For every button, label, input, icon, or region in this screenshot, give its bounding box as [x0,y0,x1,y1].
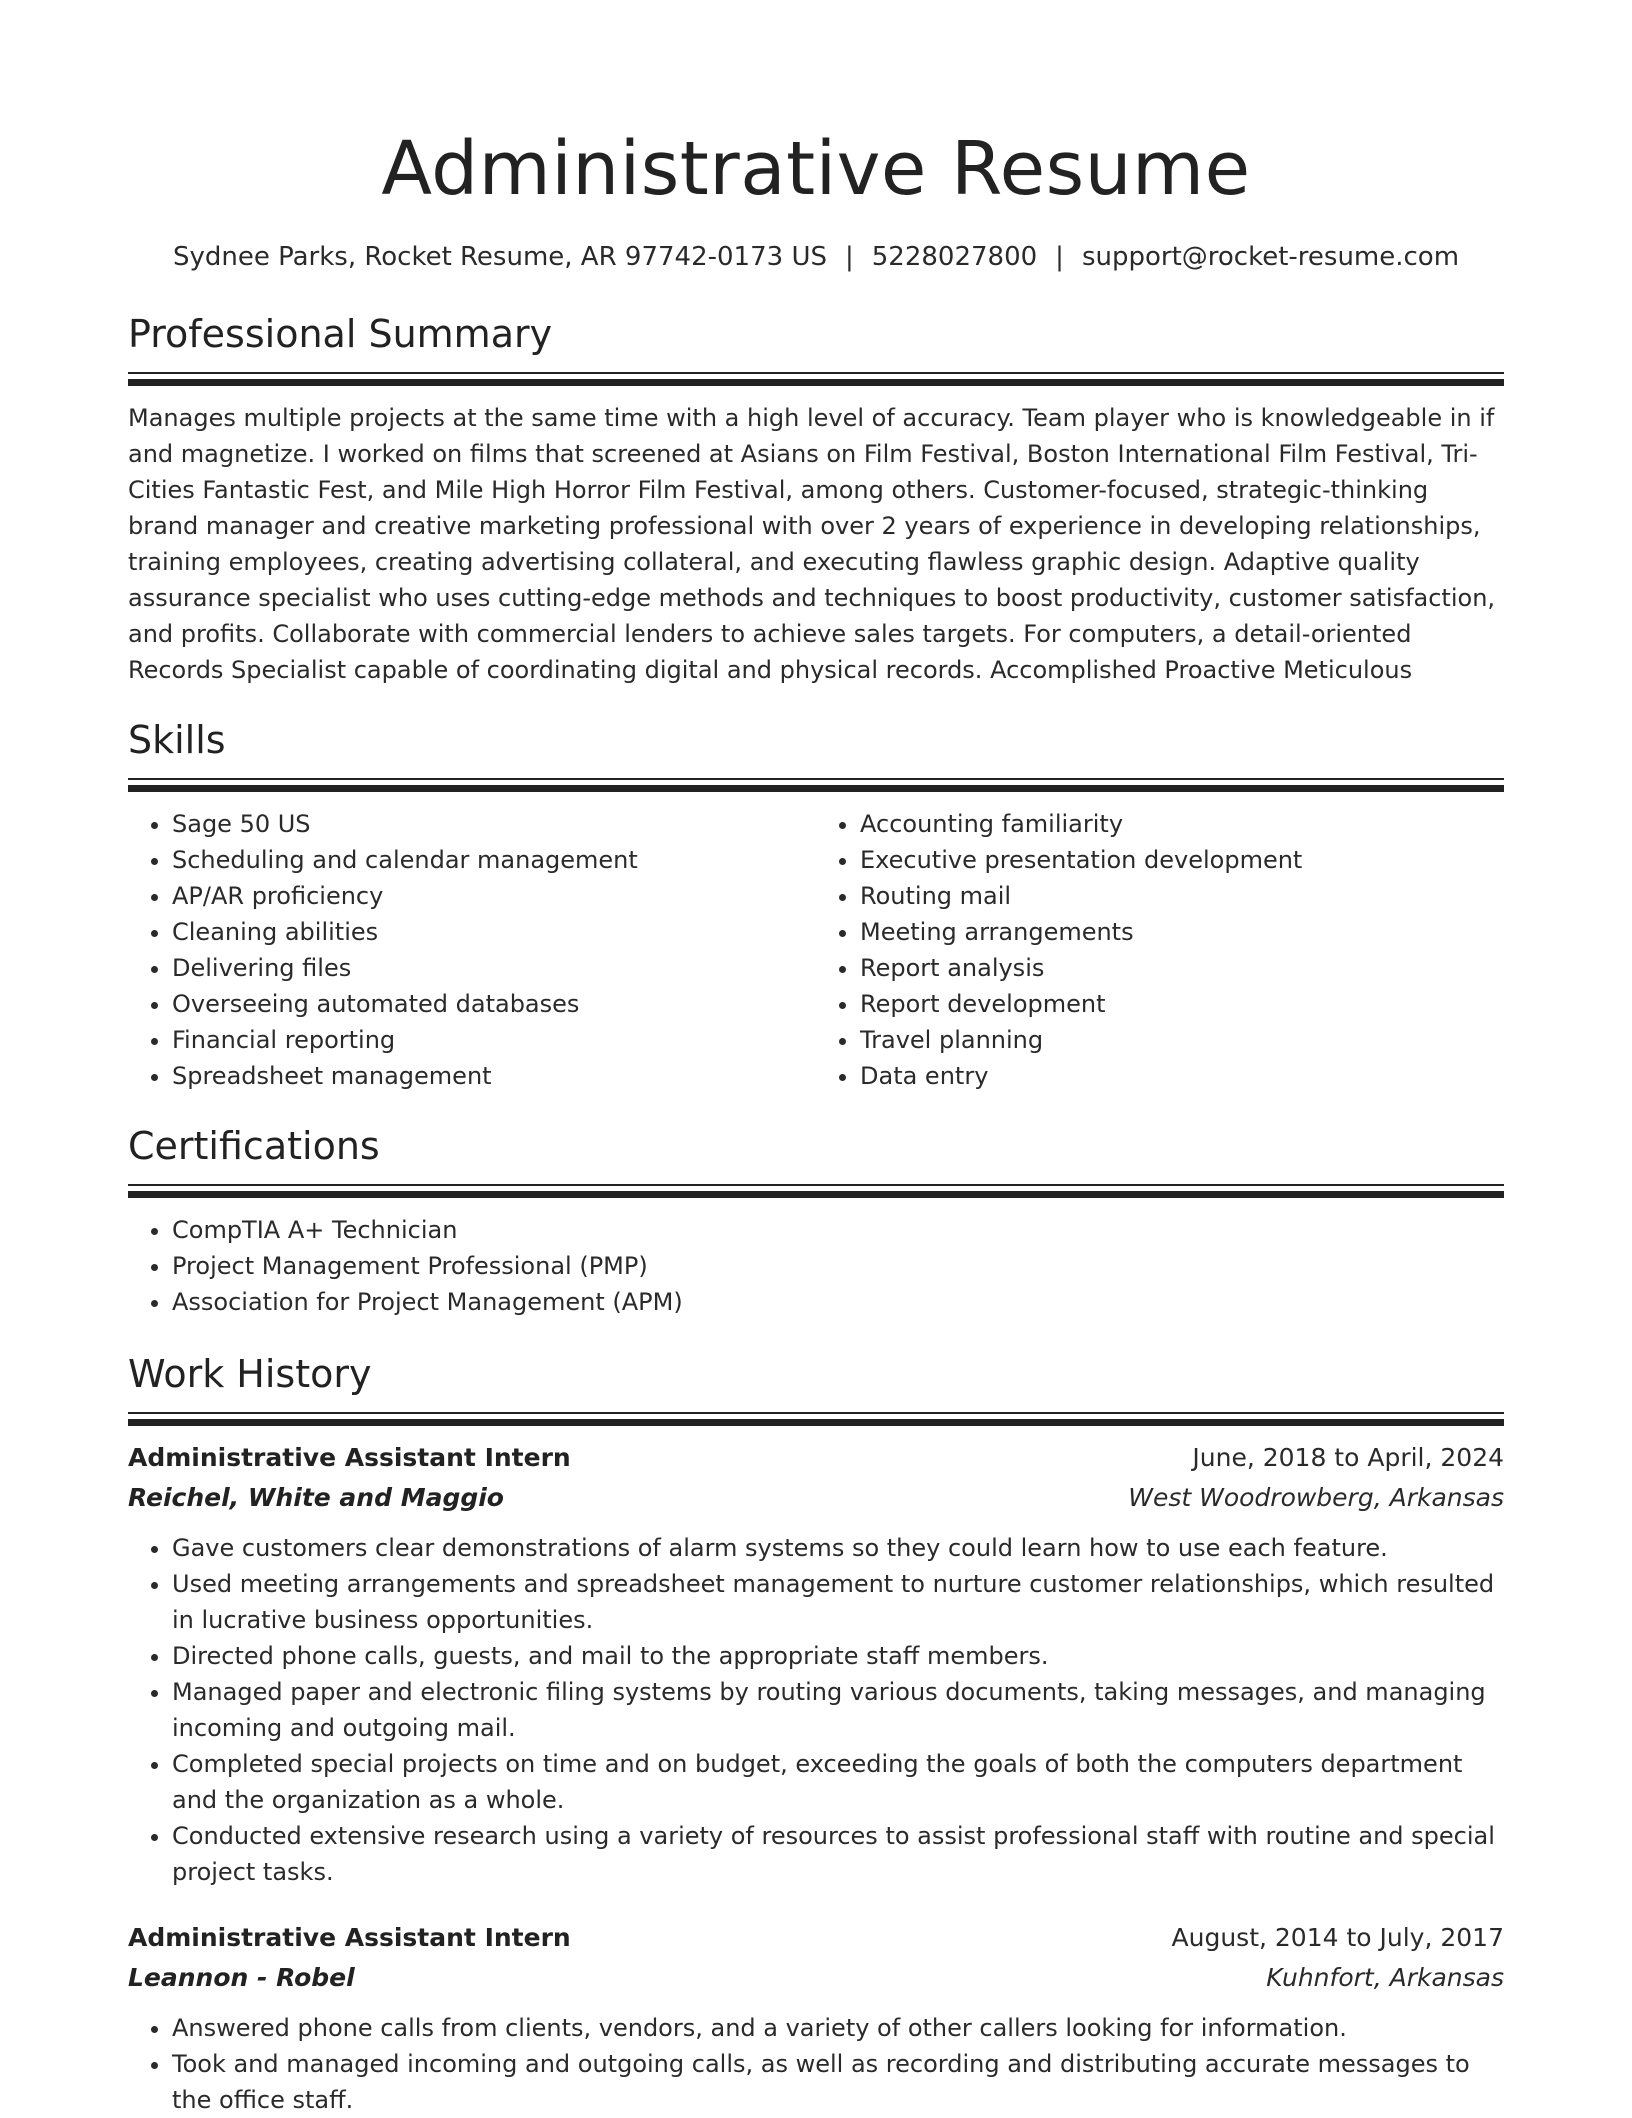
contact-address: Sydnee Parks, Rocket Resume, AR 97742-0173 US [172,242,827,272]
job-subheader [128,1478,1504,1518]
skill-item: • Sage 50 US [172,806,816,842]
skill-item: • Data entry [860,1058,1504,1094]
job-bullet: • Answered phone calls from clients, vendors, and a variety of other callers looking for information. [172,2010,1504,2046]
job-bullet: • Took and managed incoming and outgoing calls, as well as recording and distributing accurate messages to the office staff. [172,2046,1504,2118]
contact-phone: 5228027800 [871,242,1038,272]
skill-item: • Overseeing automated databases [172,986,816,1022]
job-bullet: • Directed phone calls, guests, and mail to the appropriate staff members. [172,1638,1504,1674]
certifications-section [128,1122,1504,1320]
certifications-list [128,1212,1504,1320]
summary-section [128,310,1504,688]
contact-separator: | [1055,242,1064,272]
job-title: Administrative Assistant Intern [128,1443,571,1472]
skills-list-right [816,806,1504,1094]
section-divider [128,1184,1504,1186]
contact-line [128,240,1504,274]
section-divider [128,778,1504,780]
work-history-section [128,1350,1504,2118]
job-entry [128,1918,1504,2118]
job-header [128,1918,1504,1958]
job-dates: August, 2014 to July, 2017 [1171,1923,1504,1952]
skill-item: • AP/AR proficiency [172,878,816,914]
section-divider-thick [128,1419,1504,1426]
skill-item: • Report development [860,986,1504,1022]
job-header [128,1438,1504,1478]
skill-item: • Delivering files [172,950,816,986]
skill-item: • Spreadsheet management [172,1058,816,1094]
skill-item: • Scheduling and calendar management [172,842,816,878]
section-divider-thick [128,785,1504,792]
skills-list-left [128,806,816,1094]
skill-item: • Executive presentation development [860,842,1504,878]
section-heading-certifications: Certifications [128,1124,380,1168]
job-dates: June, 2018 to April, 2024 [1192,1443,1504,1472]
section-heading-work-history: Work History [128,1352,372,1396]
contact-email: support@rocket-resume.com [1081,242,1460,272]
job-title: Administrative Assistant Intern [128,1923,571,1952]
skills-grid [128,806,1504,1094]
section-divider-thick [128,379,1504,386]
job-location: West Woodrowberg, Arkansas [1128,1483,1504,1512]
skill-item: • Accounting familiarity [860,806,1504,842]
certification-item: • CompTIA A+ Technician [172,1212,1504,1248]
job-location: Kuhnfort, Arkansas [1266,1963,1504,1992]
certification-item: • Project Management Professional (PMP) [172,1248,1504,1284]
job-bullet: • Gave customers clear demonstrations of alarm systems so they could learn how to use each feature. [172,1530,1504,1566]
skill-item: • Travel planning [860,1022,1504,1058]
job-company: Leannon - Robel [128,1963,355,1992]
skill-item: • Report analysis [860,950,1504,986]
job-bullets [128,2010,1504,2118]
section-divider-thick [128,1191,1504,1198]
section-heading-skills: Skills [128,718,226,762]
job-entry [128,1438,1504,1890]
job-bullet: • Completed special projects on time and on budget, exceeding the goals of both the computers department and the organization as a whole. [172,1746,1504,1818]
section-divider [128,1412,1504,1414]
skills-section [128,716,1504,1094]
certification-item: • Association for Project Management (APM) [172,1284,1504,1320]
skill-item: • Financial reporting [172,1022,816,1058]
resume-title: Administrative Resume [381,126,1251,212]
skill-item: • Meeting arrangements [860,914,1504,950]
job-subheader [128,1958,1504,1998]
summary-text: Manages multiple projects at the same time with a high level of accuracy. Team player who is knowledgeable in if and magnetize. I worked on films that screened at Asians on Film Festival, Boston International Film Festival, Tri-Cities Fantastic Fest, and Mile High Horror Film Festival, among others. Customer-focused, strategic-thinking brand manager and creative marketing professional with over 2 years of experience in developing relationships, training employees, creating advertising collateral, and executing flawless graphic design. Adaptive quality assurance specialist who uses cutting-edge methods and techniques to boost productivity, customer satisfaction, and profits. Collaborate with commercial lenders to achieve sales targets. For computers, a detail-oriented Records Specialist capable of coordinating digital and physical records. Accomplished Proactive Meticulous [128,404,1496,684]
job-bullet: • Conducted extensive research using a variety of resources to assist professional staff with routine and special project tasks. [172,1818,1504,1890]
skill-item: • Routing mail [860,878,1504,914]
contact-separator: | [844,242,854,272]
job-bullet: • Used meeting arrangements and spreadsheet management to nurture customer relationships, which resulted in lucrative business opportunities. [172,1566,1504,1638]
job-company: Reichel, White and Maggio [128,1483,504,1512]
skill-item: • Cleaning abilities [172,914,816,950]
job-bullet: • Managed paper and electronic filing systems by routing various documents, taking messages, and managing incoming and outgoing mail. [172,1674,1504,1746]
section-divider [128,372,1504,374]
job-bullets [128,1530,1504,1890]
section-heading-summary: Professional Summary [128,312,553,356]
